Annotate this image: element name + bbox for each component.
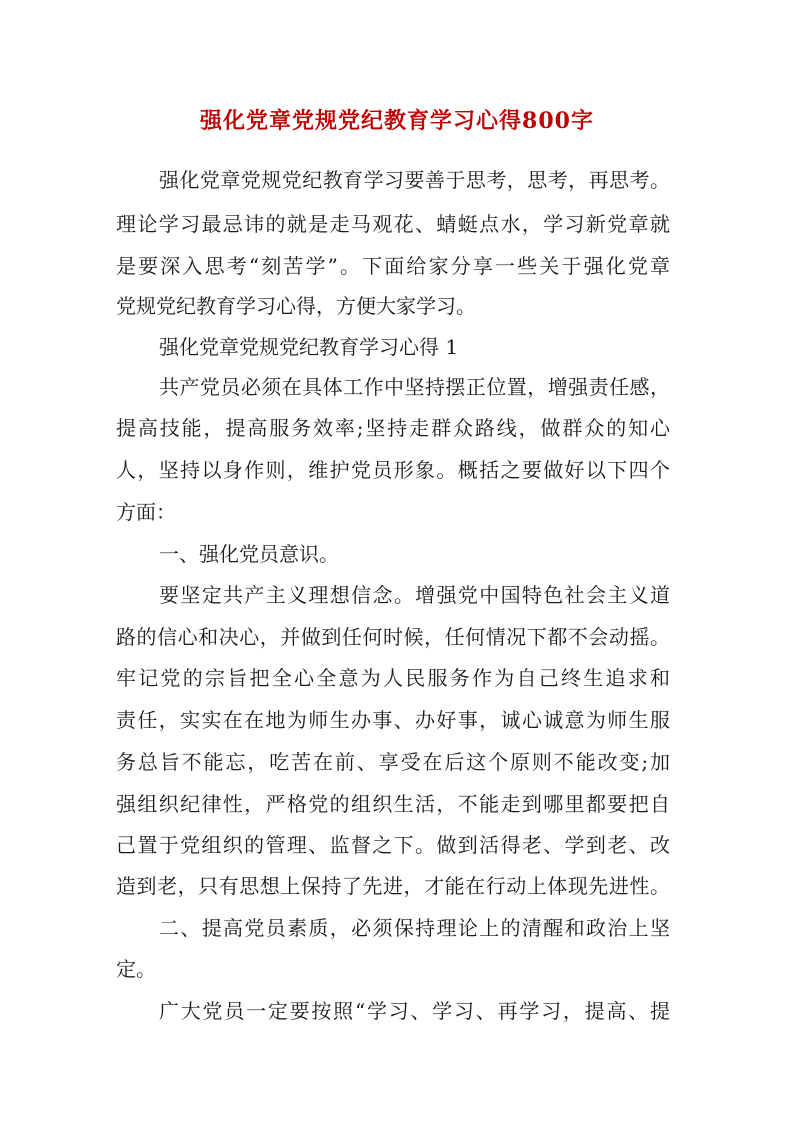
paragraph-line: 广大党员一定要按照“学习、学习、再学习，提高、提 xyxy=(159,999,670,1023)
paragraph-line: 务总旨不能忘，吃苦在前、享受在后这个原则不能改变;加 xyxy=(116,750,670,774)
paragraph-line: 牢记党的宗旨把全心全意为人民服务作为自己终生追求和 xyxy=(116,666,670,690)
section-heading: 强化党章党规党纪教育学习心得 1 xyxy=(159,335,459,359)
paragraph-line: 共产党员必须在具体工作中坚持摆正位置，增强责任感， xyxy=(159,375,670,399)
document-title: 强化党章党规党纪教育学习心得800字 xyxy=(200,108,594,134)
paragraph-line: 强化党章党规党纪教育学习要善于思考，思考，再思考。 xyxy=(159,168,670,192)
paragraph-line: 己置于党组织的管理、监督之下。做到活得老、学到老、改 xyxy=(116,833,670,857)
paragraph-line: 造到老，只有思想上保持了先进，才能在行动上体现先进性。 xyxy=(116,874,670,898)
paragraph-line: 责任，实实在在地为师生办事、办好事，诚心诚意为师生服 xyxy=(116,708,670,732)
paragraph-line: 强组织纪律性，严格党的组织生活，不能走到哪里都要把自 xyxy=(116,792,670,816)
paragraph-line: 人，坚持以身作则，维护党员形象。概括之要做好以下四个 xyxy=(116,458,670,482)
subheading: 一、强化党员意识。 xyxy=(159,542,339,566)
paragraph-line: 提高技能，提高服务效率;坚持走群众路线，做群众的知心 xyxy=(116,416,670,440)
paragraph-line: 理论学习最忌讳的就是走马观花、蜻蜓点水，学习新党章就 xyxy=(116,212,670,236)
subheading: 二、提高党员素质，必须保持理论上的清醒和政治上坚 xyxy=(159,916,670,940)
paragraph-line: 方面： xyxy=(116,500,176,524)
paragraph-line: 定。 xyxy=(116,957,156,981)
paragraph-line: 路的信心和决心，并做到任何时候，任何情况下都不会动摇。 xyxy=(116,625,670,649)
paragraph-line: 是要深入思考“刻苦学”。下面给家分享一些关于强化党章 xyxy=(116,254,670,278)
paragraph-line: 要坚定共产主义理想信念。增强党中国特色社会主义道 xyxy=(159,583,670,607)
paragraph-line: 党规党纪教育学习心得，方便大家学习。 xyxy=(116,294,476,318)
